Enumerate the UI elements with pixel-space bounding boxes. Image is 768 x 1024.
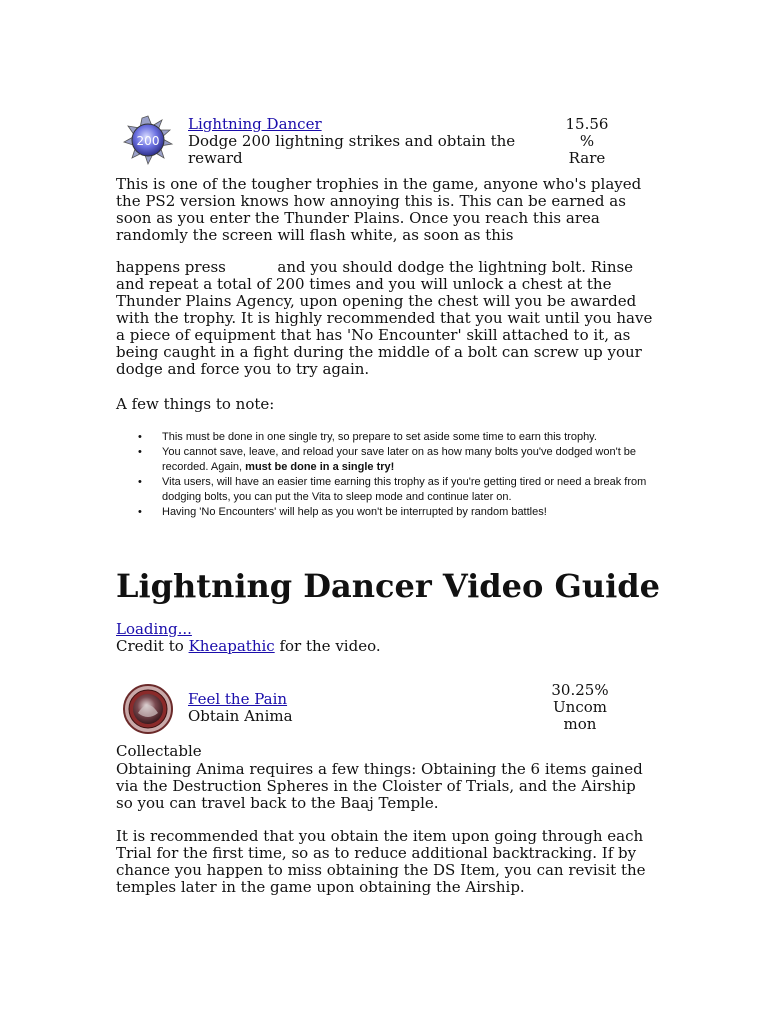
list-item: • Vita users, will have an easier time earning this trophy as if you're getting tired or need a break from dodging bolts, you can put the Vita to sleep mode and continue later on. <box>116 475 656 505</box>
credit-suffix: for the video. <box>279 637 381 655</box>
trophy-row-lightning-dancer <box>116 114 650 170</box>
collectable-label: Collectable <box>116 742 202 760</box>
anima-paragraph-1: Obtaining Anima requires a few things: Obtaining the 6 items gained via the Destruction Spheres in the Cloister of Trials, and the Airship so you can travel back to the Baaj Temple. <box>116 760 643 812</box>
guide-notes-intro: A few things to note: <box>116 395 275 413</box>
trophy-bronze-badge-icon <box>122 114 174 166</box>
svg-text:200: 200 <box>136 134 160 148</box>
rarity-percent: 30.25% <box>551 681 609 699</box>
credit-prefix: Credit to <box>116 637 184 655</box>
guide-paragraph-2-rest: and you should dodge the lightning bolt. Rinse and repeat a total of 200 times and you will unlock a chest at the Thunder Plains Agency, upon opening the chest will you be awarded with the trophy. It is highly recommended that you wait until you have a piece of equipment that has 'No Encounter' skill attached to it, as being caught in a fight during the middle of a bolt can screw up your dodge and force you to try again. <box>116 258 653 378</box>
trophy-anima-badge-icon <box>122 683 174 735</box>
list-item: • Having 'No Encounters' will help as you won't be interrupted by random battles! <box>116 505 656 520</box>
guide-paragraph-2 <box>116 259 656 378</box>
trophy-title-link[interactable]: Lightning Dancer <box>188 115 322 133</box>
anima-paragraph-2: It is recommended that you obtain the item upon going through each Trial for the first time, so as to reduce additional backtracking. If by chance you happen to miss obtaining the DS Item, you can revisit the temples later in the game upon obtaining the Airship. <box>116 827 646 896</box>
trophy-row-feel-the-pain <box>116 683 650 739</box>
trophy-rarity <box>546 682 614 733</box>
video-loading <box>116 621 192 638</box>
trophy-rarity <box>562 116 612 167</box>
trophy-description: Obtain Anima <box>188 707 293 725</box>
video-credit <box>116 638 381 655</box>
guide-paragraph-2-start: happens press <box>116 258 226 276</box>
credit-author-link[interactable]: Kheapathic <box>188 637 275 655</box>
video-loading-link[interactable]: Loading... <box>116 620 192 638</box>
rarity-percent: 15.56 <box>565 115 609 133</box>
rarity-label-2: mon <box>563 715 597 733</box>
rarity-label: Rare <box>568 149 606 167</box>
trophy-description: Dodge 200 lightning strikes and obtain the reward <box>188 132 516 167</box>
rarity-label-1: Uncom <box>553 698 607 716</box>
notes-list <box>116 430 656 520</box>
list-item: • You cannot save, leave, and reload your save later on as how many bolts you've dodged won't be recorded. Again, must be done in a single try! <box>116 445 656 475</box>
list-item: • This must be done in one single try, so prepare to set aside some time to earn this trophy. <box>116 430 656 445</box>
guide-paragraph-1: This is one of the tougher trophies in the game, anyone who's played the PS2 version knows how annoying this is. This can be earned as soon as you enter the Thunder Plains. Once you reach this area randomly the screen will flash white, as soon as this <box>116 175 642 244</box>
trophy-title-link[interactable]: Feel the Pain <box>188 690 288 708</box>
video-guide-heading: Lightning Dancer Video Guide <box>116 567 660 605</box>
rarity-percent-sign: % <box>579 132 595 150</box>
